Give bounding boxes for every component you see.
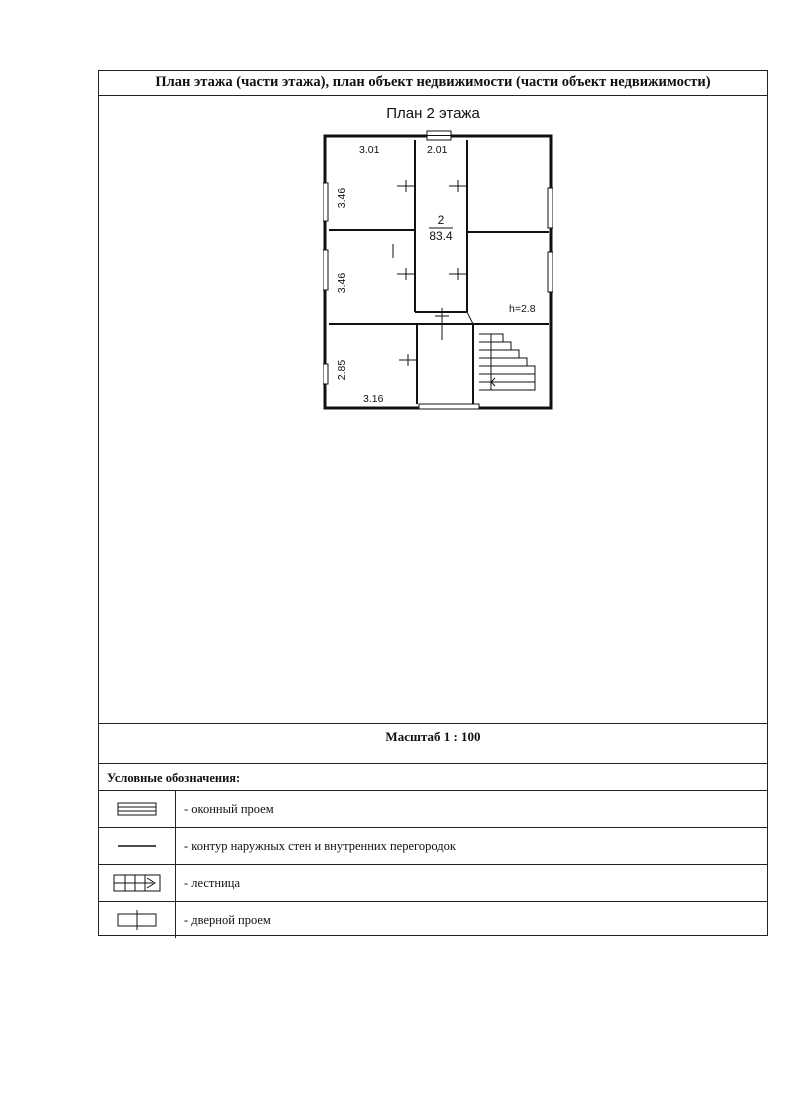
dim-corridor-width: 2.01 bbox=[427, 144, 448, 156]
scale-label: Масштаб 1 : 100 bbox=[385, 729, 481, 744]
dim-left-upper-height: 3.46 bbox=[336, 187, 348, 209]
plan-title: План 2 этажа bbox=[386, 105, 480, 122]
dim-left-middle-height: 3.46 bbox=[336, 272, 348, 294]
legend-row bbox=[99, 828, 767, 865]
scale-divider-top bbox=[99, 723, 767, 724]
dim-left-lower-height: 2.85 bbox=[336, 359, 348, 381]
outer-wall bbox=[325, 136, 551, 408]
legend-label: - контур наружных стен и внутренних перегородок bbox=[176, 828, 768, 865]
legend-label: - оконный проем bbox=[176, 791, 768, 828]
stairs-icon bbox=[99, 865, 176, 902]
window-opening-icon bbox=[99, 791, 176, 828]
wall-line-icon bbox=[99, 828, 176, 865]
window-bottom bbox=[419, 404, 479, 409]
door-marks bbox=[393, 180, 467, 366]
legend-label: - дверной проем bbox=[176, 902, 768, 939]
window-right-2 bbox=[548, 252, 553, 292]
window-left-1 bbox=[323, 183, 328, 221]
room-area: 83.4 bbox=[429, 229, 453, 243]
scale-divider-bottom bbox=[99, 763, 767, 764]
partition-corridor-step bbox=[467, 312, 473, 324]
stairs-icon bbox=[479, 334, 535, 390]
room-number: 2 bbox=[437, 213, 445, 227]
title-divider bbox=[99, 95, 767, 96]
legend-table bbox=[99, 790, 767, 938]
legend-row bbox=[99, 865, 767, 902]
document-title: План этажа (части этажа), план объект недвижимости (части объект недвижимости) bbox=[155, 74, 711, 90]
legend-title: Условные обозначения: bbox=[107, 771, 241, 785]
dim-top-left-width: 3.01 bbox=[359, 144, 380, 156]
door-opening-icon bbox=[99, 902, 176, 939]
dim-bottom-left-width: 3.16 bbox=[363, 393, 384, 405]
window-left-2 bbox=[323, 250, 328, 290]
legend-row bbox=[99, 902, 767, 939]
window-left-3 bbox=[323, 364, 328, 384]
ceiling-height: h=2.8 bbox=[509, 303, 536, 315]
legend-row bbox=[99, 791, 767, 828]
legend-label: - лестница bbox=[176, 865, 768, 902]
window-right-1 bbox=[548, 188, 553, 228]
floor-plan bbox=[323, 128, 553, 410]
document-frame bbox=[98, 70, 768, 936]
